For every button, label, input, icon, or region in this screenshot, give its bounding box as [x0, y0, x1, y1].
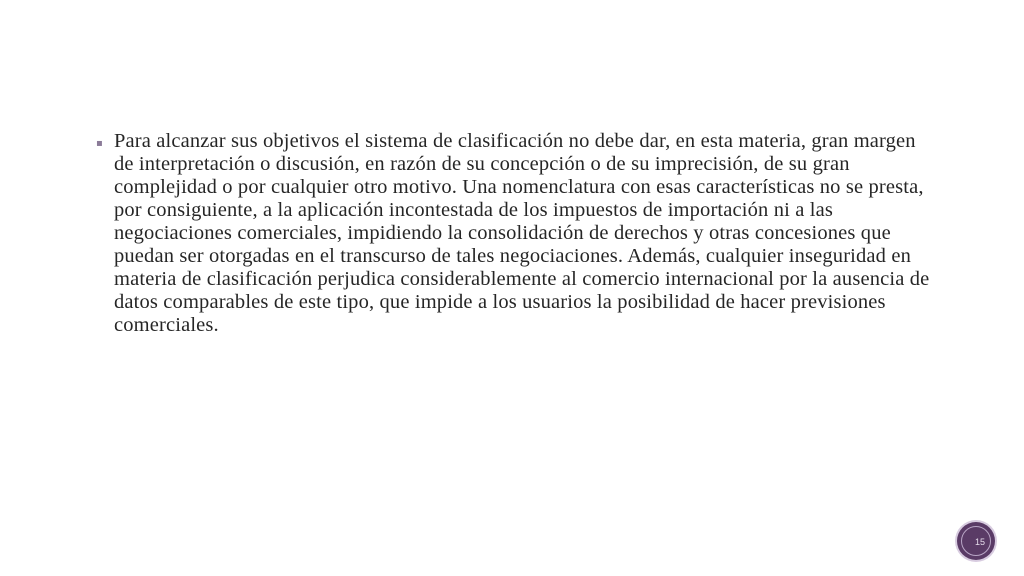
- page-number: 15: [974, 537, 985, 547]
- bullet-item: [96, 130, 936, 337]
- square-bullet-icon: ▪: [96, 138, 103, 149]
- bullet-text: Para alcanzar sus objetivos el sistema de clasificación no debe dar, en esta materia, gran margen de interpretación o discusión, en razón de su concepción o de su imprecisión, de su gran complejidad o por cualquier otro motivo. Una nomenclatura con esas características no se presta, por consiguiente, a la aplicación incontestada de los impuestos de importación ni a las negociaciones comerciales, impidiendo la consolidación de derechos y otras concesiones que puedan ser otorgadas en el transcurso de tales negociaciones. Además, cualquier inseguridad en materia de clasificación perjudica considerablemente al comercio internacional por la ausencia de datos comparables de este tipo, que impide a los usuarios la posibilidad de hacer previsiones comerciales.: [114, 130, 930, 336]
- bullet-list: [96, 130, 936, 337]
- page-number-ring: [961, 526, 991, 556]
- page-number-badge: [957, 522, 995, 560]
